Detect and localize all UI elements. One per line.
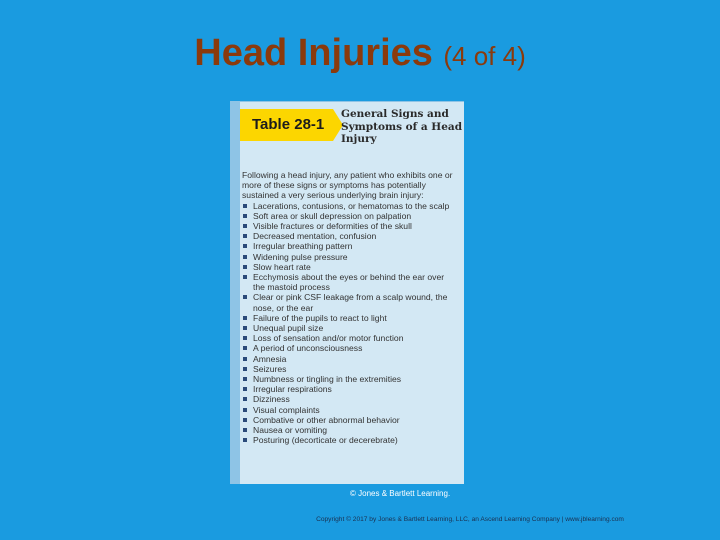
list-item: [242, 231, 456, 241]
bullet-icon: [243, 387, 247, 391]
table-intro: Following a head injury, any patient who exhibits one or more of these signs or symptoms has potentially sustained a very serious underlying brain injury:: [242, 170, 453, 201]
table-body: [240, 164, 464, 445]
table-label: Table 28-1: [238, 109, 333, 141]
bullet-icon: [243, 357, 247, 361]
list-item: [242, 252, 456, 262]
bullet-icon: [243, 316, 247, 320]
bullet-icon: [243, 214, 247, 218]
list-item-text: Irregular respirations: [253, 384, 332, 395]
bullet-icon: [243, 265, 247, 269]
list-item: [242, 323, 456, 333]
bullet-icon: [243, 336, 247, 340]
list-item: [242, 343, 456, 353]
bullet-icon: [243, 204, 247, 208]
list-item-text: Numbness or tingling in the extremities: [253, 374, 402, 385]
table-heading: General Signs and Symptoms of a Head Injury: [341, 108, 463, 145]
list-item-text: Clear or pink CSF leakage from a scalp wound, the nose, or the ear: [253, 292, 448, 313]
bullet-icon: [243, 275, 247, 279]
bullet-icon: [243, 346, 247, 350]
list-item-text: Decreased mentation, confusion: [253, 231, 377, 242]
list-item: [242, 415, 456, 425]
bullet-icon: [243, 397, 247, 401]
list-item-text: A period of unconsciousness: [253, 343, 363, 354]
bullet-icon: [243, 418, 247, 422]
image-credit: © Jones & Bartlett Learning.: [350, 489, 451, 498]
list-item-text: Visual complaints: [253, 404, 320, 415]
slide-title: [0, 32, 720, 75]
list-item-text: Visible fractures or deformities of the skull: [253, 221, 412, 232]
bullet-icon: [243, 367, 247, 371]
copyright-footer: Copyright © 2017 by Jones & Bartlett Learning, LLC, an Ascend Learning Company | www.jblearning.com: [316, 516, 624, 523]
list-item-text: Irregular breathing pattern: [253, 241, 353, 252]
list-item-text: Dizziness: [253, 394, 290, 405]
list-item: [242, 405, 456, 415]
table-card: [230, 101, 464, 484]
list-item-text: Ecchymosis about the eyes or behind the ear over the mastoid process: [253, 272, 445, 293]
list-item-text: Posturing (decorticate or decerebrate): [253, 435, 398, 446]
bullet-icon: [243, 244, 247, 248]
list-item-text: Unequal pupil size: [253, 323, 324, 334]
list-item-text: Nausea or vomiting: [253, 425, 328, 436]
bullet-icon: [243, 234, 247, 238]
list-item-text: Soft area or skull depression on palpation: [253, 210, 412, 221]
list-item: [242, 292, 456, 312]
slide-title-main: Head Injuries: [194, 32, 433, 74]
list-item: [242, 435, 456, 445]
list-item-text: Seizures: [253, 363, 287, 374]
bullet-icon: [243, 438, 247, 442]
list-item: [242, 201, 456, 211]
list-item: [242, 364, 456, 374]
list-item: [242, 262, 456, 272]
bullet-icon: [243, 377, 247, 381]
list-item-text: Slow heart rate: [253, 261, 311, 272]
list-item: [242, 425, 456, 435]
list-item-text: Lacerations, contusions, or hematomas to the scalp: [253, 200, 450, 211]
bullet-icon: [243, 255, 247, 259]
bullet-icon: [243, 295, 247, 299]
list-item: [242, 394, 456, 404]
list-item: [242, 374, 456, 384]
list-item: [242, 313, 456, 323]
list-item: [242, 333, 456, 343]
list-item: [242, 211, 456, 221]
list-item-text: Amnesia: [253, 353, 287, 364]
list-item: [242, 272, 456, 292]
list-item-text: Loss of sensation and/or motor function: [253, 333, 404, 344]
list-item-text: Combative or other abnormal behavior: [253, 414, 400, 425]
list-item: [242, 221, 456, 231]
list-item: [242, 384, 456, 394]
bullet-icon: [243, 428, 247, 432]
list-item-text: Widening pulse pressure: [253, 251, 348, 262]
sign-list: [242, 201, 456, 446]
list-item-text: Failure of the pupils to react to light: [253, 312, 387, 323]
list-item: [242, 241, 456, 251]
slide-title-sub: (4 of 4): [443, 41, 526, 71]
bullet-icon: [243, 408, 247, 412]
bullet-icon: [243, 326, 247, 330]
table-header: [240, 102, 464, 164]
bullet-icon: [243, 224, 247, 228]
list-item: [242, 354, 456, 364]
